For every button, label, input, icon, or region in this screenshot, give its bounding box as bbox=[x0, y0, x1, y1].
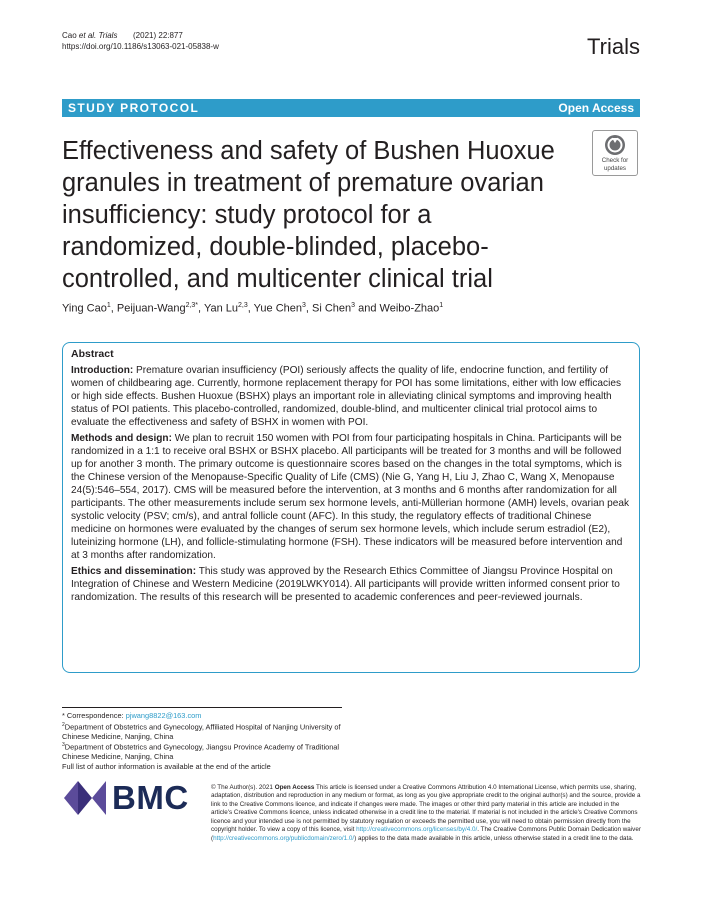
open-access-label: Open Access bbox=[558, 101, 634, 115]
license-text-3: ) applies to the data made available in this article, unless otherwise stated in a credit line to the data. bbox=[354, 834, 634, 842]
author-affiliation-marker: 1 bbox=[439, 302, 444, 309]
abstract-methods bbox=[71, 432, 631, 563]
affiliation-2-text: Department of Obstetrics and Gynecology, Affiliated Hospital of Nanjing University of Chinese Medicine, Nanjing, China bbox=[62, 722, 341, 741]
author-name: Yue Chen bbox=[253, 302, 302, 315]
methods-text: We plan to recruit 150 women with POI from four participating hospitals in China. Participants will be randomized in a 1:1 to receive oral BSHX or BSHX placebo. All participants will be treated for 3 months and will be followed up for another 3 month. The primary outcome is questionnaire scores based on the changes in the total symptoms, which is the Chinese version of the Menopause-Specific Quality of Life (CMS) (Nie G, Yang H, Liu J, Zhao C, Wang X, Menopause 24(5):546–554, 2017). CMS will be measured before the intervention, at 3 months and 6 months after randomization for all participants. The other measurements include serum sex hormone levels, anti-Müllerian hormone (AMH) levels, ovarian peak systolic velocity (PSV; cm/s), and antral follicle count (AFC). In this study, the regulatory effects of traditional Chinese medicine on hormones were evaluated by the changes of serum sex hormone levels, which include serum estradiol (E2), luteinizing hormone (LH), and follicle-stimulating hormone (FSH). These indicators will be measured before intervention and at 3 months after randomization. bbox=[71, 432, 630, 562]
author-affiliation-marker: 3 bbox=[302, 302, 306, 309]
journal-title: Trials bbox=[587, 34, 640, 59]
copyright-text: © The Author(s). 2021 bbox=[211, 784, 275, 791]
ethics-text: This study was approved by the Research Ethics Committee of Jiangsu Province Hospital on Integration of Chinese and Western Medicine (2019LWKY014). All participants will provide written informed consent prior to randomization. The results of this research will be presented to academic conferences and peer-reviewed journals. bbox=[71, 565, 620, 603]
license-link-cc-by[interactable]: http://creativecommons.org/licenses/by/4.0/ bbox=[356, 826, 478, 834]
check-updates-line1: Check for bbox=[601, 157, 629, 164]
check-for-updates-badge[interactable] bbox=[592, 130, 638, 176]
methods-label: Methods and design: bbox=[71, 432, 172, 444]
license-text-2: . The Creative Commons Public Domain Dedication waiver ( bbox=[211, 826, 641, 842]
correspondence-email[interactable]: pjwang8822@163.com bbox=[125, 711, 202, 720]
license-open-access-label: Open Access bbox=[274, 784, 315, 791]
doi-link[interactable]: https://doi.org/10.1186/s13063-021-05838-w bbox=[62, 42, 219, 51]
citation-year-volume: (2021) 22:877 bbox=[133, 31, 183, 40]
citation-journal: et al. Trials bbox=[78, 31, 118, 40]
affiliation-2 bbox=[62, 721, 342, 742]
affiliation-3-text: Department of Obstetrics and Gynecology, Jiangsu Province Academy of Traditional Chinese Medicine, Nanjing, China bbox=[62, 742, 340, 762]
author-name: Yan Lu bbox=[203, 302, 239, 315]
correspondence-label: * Correspondence: bbox=[62, 711, 124, 720]
author-separator: , bbox=[305, 302, 313, 315]
license-statement bbox=[211, 784, 641, 843]
author-affiliation-marker: 2,3* bbox=[185, 302, 199, 309]
author-affiliation-marker: 1 bbox=[106, 302, 111, 309]
license-link-cc0[interactable]: http://creativecommons.org/publicdomain/zero/1.0/ bbox=[213, 834, 355, 842]
author-list bbox=[62, 299, 443, 316]
author-separator: and bbox=[355, 302, 380, 315]
author-affiliation-marker: 2,3 bbox=[238, 302, 248, 309]
affiliation-2-number: 2 bbox=[62, 721, 65, 728]
correspondence-line bbox=[62, 711, 342, 721]
introduction-text: Premature ovarian insufficiency (POI) seriously affects the quality of life, endocrine function, and fertility of women of childbearing age. Currently, hormone replacement therapy for POI has some limitations, either with low efficacies or high side effects. Bushen Huoxue (BSHX) plays an important role in alleviating clinical symptoms and improving health status of POI patients. This placebo-controlled, randomized, double-blind, and multicenter clinical trial protocol aims to evaluate the effectiveness and safety of BSHX in women with POI. bbox=[71, 365, 621, 429]
author-affiliation-marker: 3 bbox=[351, 302, 356, 309]
full-author-info-note: Full list of author information is available at the end of the article bbox=[62, 761, 271, 771]
check-updates-line2: updates bbox=[603, 165, 627, 172]
bmc-logo-mark-icon bbox=[64, 781, 106, 815]
check-updates-icon bbox=[604, 134, 626, 156]
bmc-logo bbox=[64, 781, 204, 815]
affiliation-3 bbox=[62, 741, 342, 762]
introduction-label: Introduction: bbox=[71, 365, 134, 377]
abstract-ethics bbox=[71, 565, 631, 604]
ethics-label: Ethics and dissemination: bbox=[71, 565, 197, 577]
article-title: Effectiveness and safety of Bushen Huoxue granules in treatment of premature ovarian insufficiency: study protocol for a randomized, double-blinded, placebo-controlled, and multicenter clinical trial bbox=[62, 137, 555, 293]
citation-block bbox=[62, 30, 219, 52]
author-name: Si Chen bbox=[312, 302, 352, 315]
author-name: Peijuan-Wang bbox=[116, 302, 186, 315]
abstract-introduction bbox=[71, 364, 631, 429]
license-text-1: This article is licensed under a Creative Commons Attribution 4.0 International License, which permits use, sharing, adaptation, distribution and reproduction in any medium or format, as long as you give appropriate credit to the original author(s) and the source, provide a link to the Creative Commons licence, and indicate if changes were made. The images or other third party material in this article are included in the article's Creative Commons licence, unless indicated otherwise in a credit line to the material. If material is not included in the article's Creative Commons licence and your intended use is not permitted by statutory regulation or exceeds the permitted use, you will need to obtain permission directly from the copyright holder. To view a copy of this licence, visit bbox=[211, 784, 641, 834]
citation-line bbox=[62, 30, 219, 41]
article-type-label: STUDY PROTOCOL bbox=[68, 101, 200, 115]
author-separator: , bbox=[198, 302, 204, 315]
author-name: Ying Cao bbox=[62, 302, 107, 315]
abstract-box bbox=[62, 342, 640, 673]
bmc-logo-text: BMC bbox=[112, 779, 189, 816]
author-name: Weibo-Zhao bbox=[379, 302, 440, 315]
author-separator: , bbox=[110, 302, 117, 315]
author-separator: , bbox=[247, 302, 254, 315]
article-type-banner bbox=[62, 99, 640, 117]
abstract-heading: Abstract bbox=[71, 348, 114, 360]
affiliation-3-number: 3 bbox=[62, 742, 65, 749]
citation-author: Cao bbox=[62, 31, 77, 40]
footnotes bbox=[62, 707, 342, 772]
